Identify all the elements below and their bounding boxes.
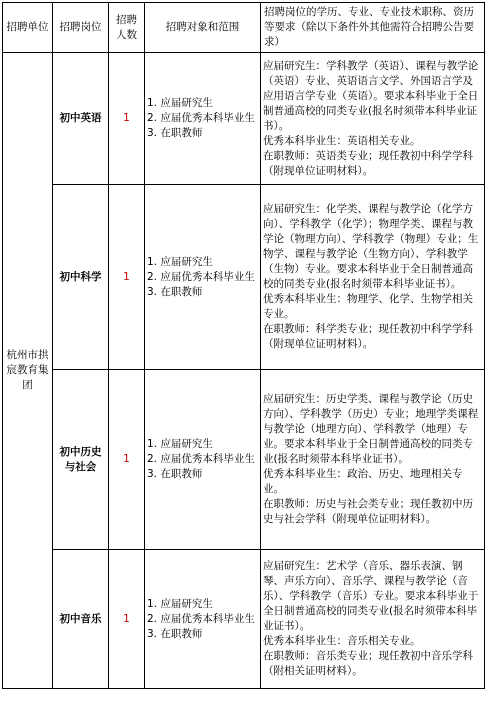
scope-item: 2. 应届优秀本科毕业生: [147, 112, 255, 124]
requirement-undergraduate: 优秀本科毕业生：音乐相关专业。: [263, 635, 421, 647]
requirement-undergraduate: 优秀本科毕业生：政治、历史、地理相关专业。: [263, 468, 463, 495]
table-row: [3, 550, 485, 689]
requirement-undergraduate: 优秀本科毕业生：英语相关专业。: [263, 134, 421, 147]
post-count: 1: [109, 550, 145, 689]
scope-item: 3. 在职教师: [147, 468, 203, 480]
requirement-graduate: 应届研究生：学科教学（英语）、课程与教学论（英语）专业、英语语言文学、外国语言学及应用语言学专业（英语）。要求本科毕业于全日制普通高校的同类专业(报名时须带本科毕业证书）。: [263, 59, 479, 132]
scope-cell: [145, 185, 261, 370]
requirements-cell: [261, 370, 485, 550]
scope-item: 2. 应届优秀本科毕业生: [147, 270, 255, 283]
requirement-inservice: 在职教师：英语类专业；现任教初中科学学科（附现单位证明材料）。: [263, 149, 473, 177]
requirement-inservice: 在职教师：历史与社会类专业；现任教初中历史与社会学科（附现单位证明材料）。: [263, 498, 473, 525]
scope-item: 3. 在职教师: [147, 627, 203, 640]
header-unit: 招聘单位: [3, 3, 53, 53]
recruiting-unit: 杭州市拱宸教育集团: [3, 53, 53, 689]
requirement-inservice: 在职教师：音乐类专业；现任教初中音乐学科（附相关证明材料）。: [263, 650, 473, 677]
requirement-graduate: 应届研究生：历史学类、课程与教学论（历史方向）、学科教学（历史）专业；地理学类课程与教学论（地理方向）、学科教学（地理）专业。要求本科毕业于全日制普通高校的同类专业(报名时须带本科毕业证书）。: [263, 393, 479, 465]
requirements-cell: [261, 550, 485, 689]
post-name: 初中英语: [53, 53, 109, 185]
requirements-cell: [261, 185, 485, 370]
scope-item: 2. 应届优秀本科毕业生: [147, 453, 255, 465]
scope-item: 3. 在职教师: [147, 127, 203, 139]
post-name: 初中历史与社会: [53, 370, 109, 550]
requirement-graduate: 应届研究生：化学类、课程与教学论（化学方向）、学科教学（化学）；物理学类、课程与教学论（物理方向）、学科教学（物理）专业；生物学、课程与教学论（生物方向）、学科教学（生物）专业。要求本科毕业于全日制普通高校的同类专业(报名时须带本科毕业证书）。: [263, 203, 479, 290]
header-row: [3, 3, 485, 53]
requirements-cell: [261, 53, 485, 185]
header-requirements: 招聘岗位的学历、专业、专业技术职称、资历等要求（除以下条件外其他需符合招聘公告要求）: [261, 3, 485, 53]
table-row: [3, 370, 485, 550]
post-name: 初中科学: [53, 185, 109, 370]
scope-item: 3. 在职教师: [147, 285, 203, 298]
header-count: 招聘人数: [109, 3, 145, 53]
scope-cell: [145, 550, 261, 689]
header-scope: 招聘对象和范围: [145, 3, 261, 53]
scope-item: 1. 应届研究生: [147, 597, 213, 610]
scope-item: 1. 应届研究生: [147, 255, 213, 268]
post-count: 1: [109, 370, 145, 550]
recruitment-table: [2, 2, 485, 689]
post-count: 1: [109, 53, 145, 185]
header-post: 招聘岗位: [53, 3, 109, 53]
requirement-undergraduate: 优秀本科毕业生：物理学、化学、生物学相关专业。: [263, 293, 473, 320]
requirement-inservice: 在职教师：科学类专业；现任教初中科学学科（附现单位证明材料）。: [263, 323, 473, 350]
scope-cell: [145, 53, 261, 185]
post-count: 1: [109, 185, 145, 370]
requirement-graduate: 应届研究生：艺术学（音乐、器乐表演、钢琴、声乐方向）、音乐学、课程与教学论（音乐）、学科教学（音乐）专业。要求本科毕业于全日制普通高校的同类专业(报名时须带本科毕业证书）。: [263, 560, 479, 632]
scope-item: 2. 应届优秀本科毕业生: [147, 612, 255, 625]
post-name: 初中音乐: [53, 550, 109, 689]
scope-cell: [145, 370, 261, 550]
scope-item: 1. 应届研究生: [147, 97, 213, 109]
scope-item: 1. 应届研究生: [147, 438, 213, 450]
table-row: [3, 53, 485, 185]
table-row: [3, 185, 485, 370]
